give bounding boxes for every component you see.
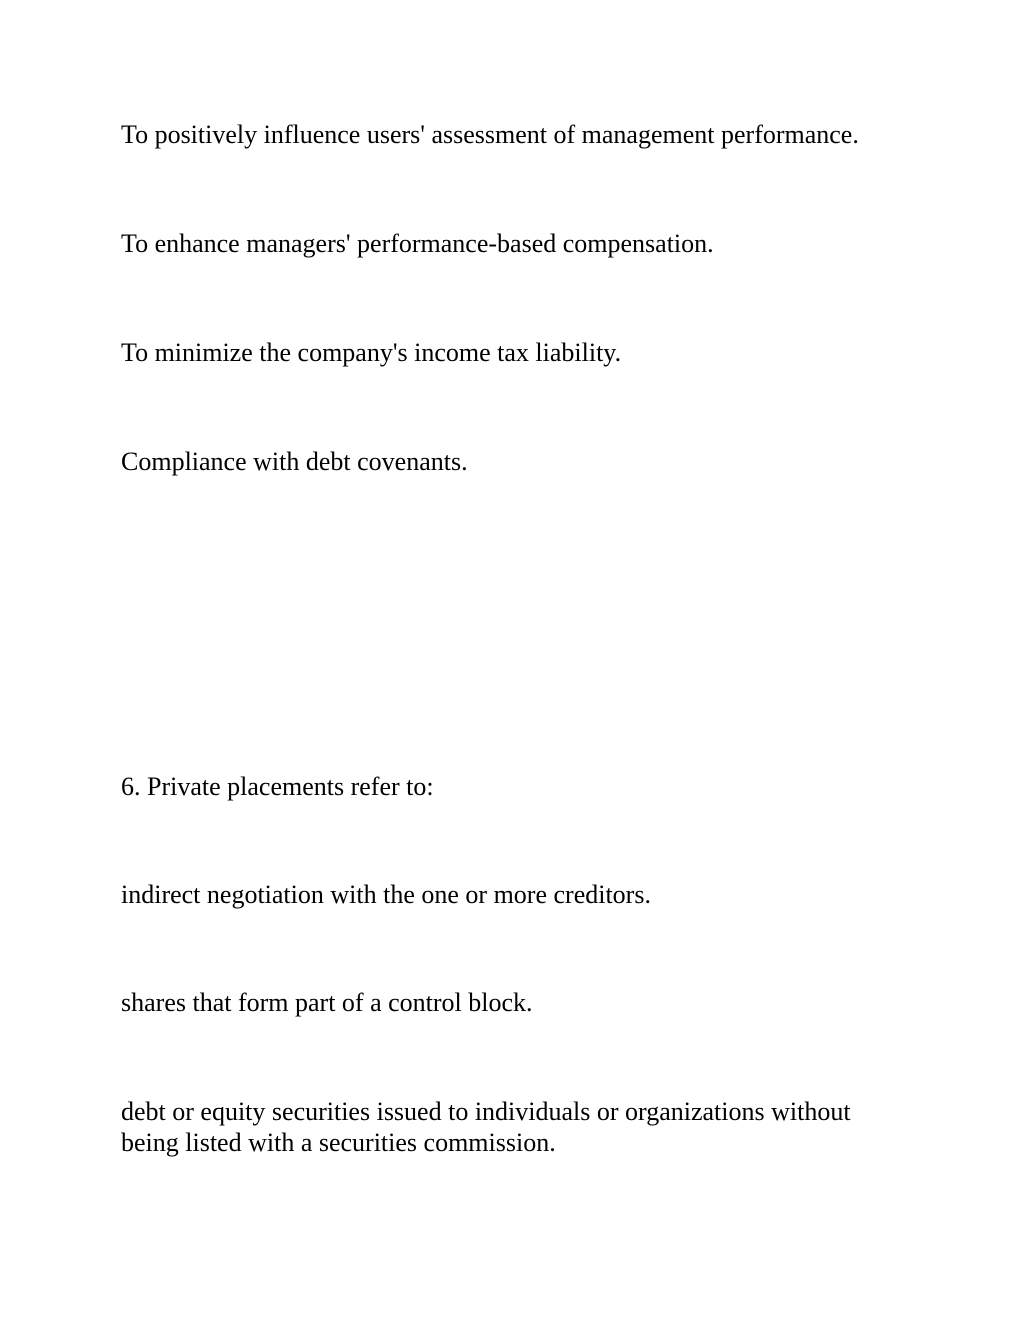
answer-option: shares that form part of a control block. — [121, 988, 533, 1017]
answer-option: To enhance managers' performance-based compensation. — [121, 229, 714, 258]
answer-option: debt or equity securities issued to individuals or organizations without being listed with a securities commission. — [121, 1097, 851, 1157]
answer-option: indirect negotiation with the one or more creditors. — [121, 880, 651, 909]
answer-option: Compliance with debt covenants. — [121, 447, 468, 476]
answer-option: To minimize the company's income tax liability. — [121, 338, 622, 367]
question-stem: 6. Private placements refer to: — [121, 772, 434, 801]
answer-option: To positively influence users' assessment of management performance. — [121, 120, 859, 149]
